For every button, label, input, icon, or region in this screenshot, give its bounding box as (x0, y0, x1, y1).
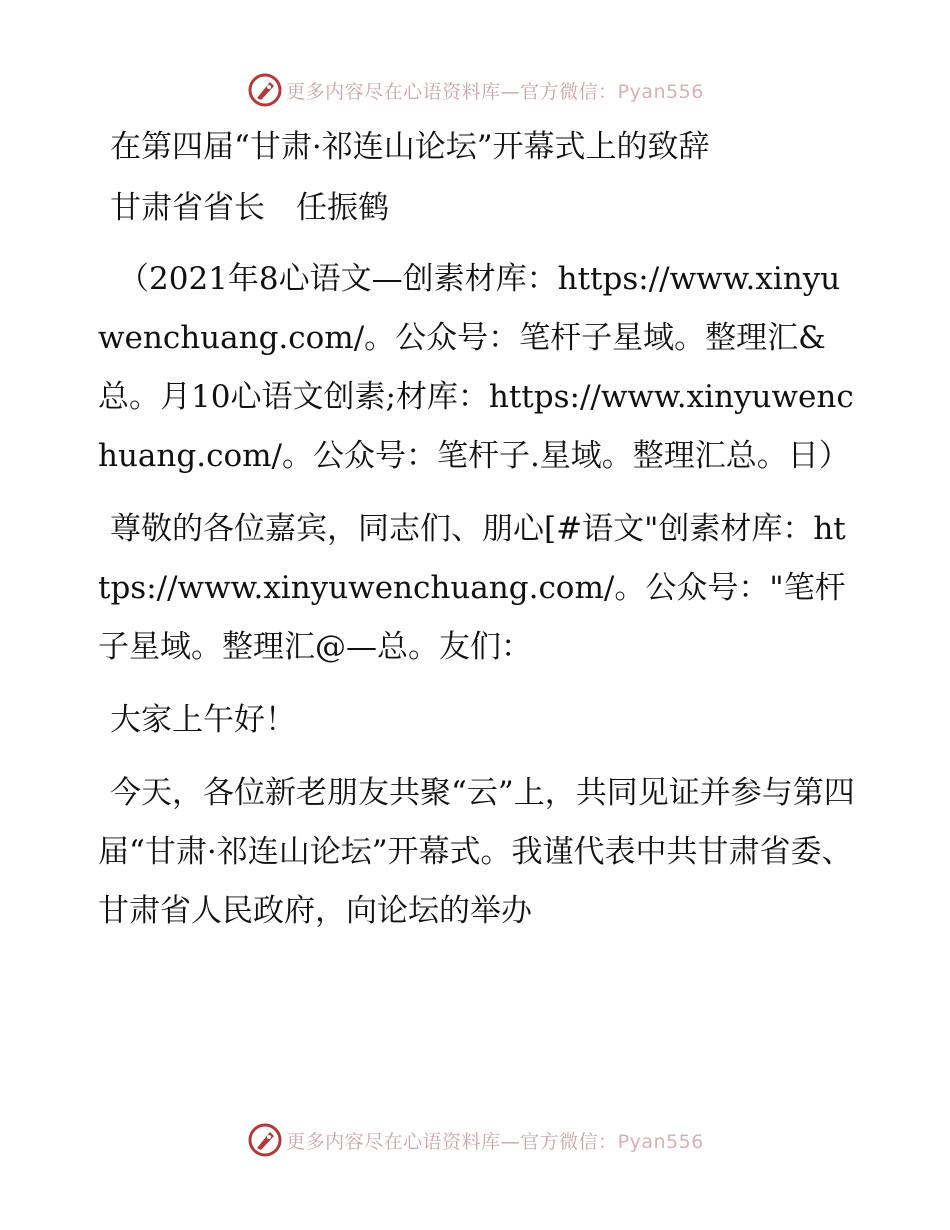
header-banner-text: 更多内容尽在心语资料库—官方微信：Pyan556 (286, 80, 704, 103)
pen-nib-logo-icon (248, 73, 282, 107)
footer-banner-wechat-id: Pyan556 (617, 1130, 704, 1153)
footer-banner-text: 更多内容尽在心语资料库—官方微信：Pyan556 (286, 1130, 704, 1153)
pen-nib-logo-icon (248, 1123, 282, 1157)
document-note: （2021年8心语文—创素材库：https://www.xinyuwenchuang.com/。公众号：笔杆子星域。整理汇&总。月10心语文创素;材库：https://www.xinyuwenchuang.com/。公众号：笔杆子.星域。整理汇总。日） (98, 261, 854, 474)
footer-banner (0, 1120, 950, 1160)
header-banner-wechat-id: Pyan556 (617, 80, 704, 103)
header-banner (0, 70, 950, 110)
document-greeting: 大家上午好！ (110, 702, 296, 738)
footer-banner-inner (248, 1123, 704, 1157)
document-paragraph: 今天，各位新老朋友共聚“云”上，共同见证并参与第四届“甘肃·祁连山论坛”开幕式。我谨代表中共甘肃省委、甘肃省人民政府，向论坛的举办 (98, 775, 855, 929)
document-author: 甘肃省省长 任振鹤 (110, 190, 389, 226)
header-banner-inner (248, 73, 704, 107)
document-body (98, 118, 858, 955)
document-salutation: 尊敬的各位嘉宾，同志们、朋心[#语文"创素材库：https://www.xinyuwenchuang.com/。公众号："笔杆子星域。整理汇@—总。友们： (98, 511, 846, 665)
document-title: 在第四届“甘肃·祁连山论坛”开幕式上的致辞 (110, 129, 710, 165)
